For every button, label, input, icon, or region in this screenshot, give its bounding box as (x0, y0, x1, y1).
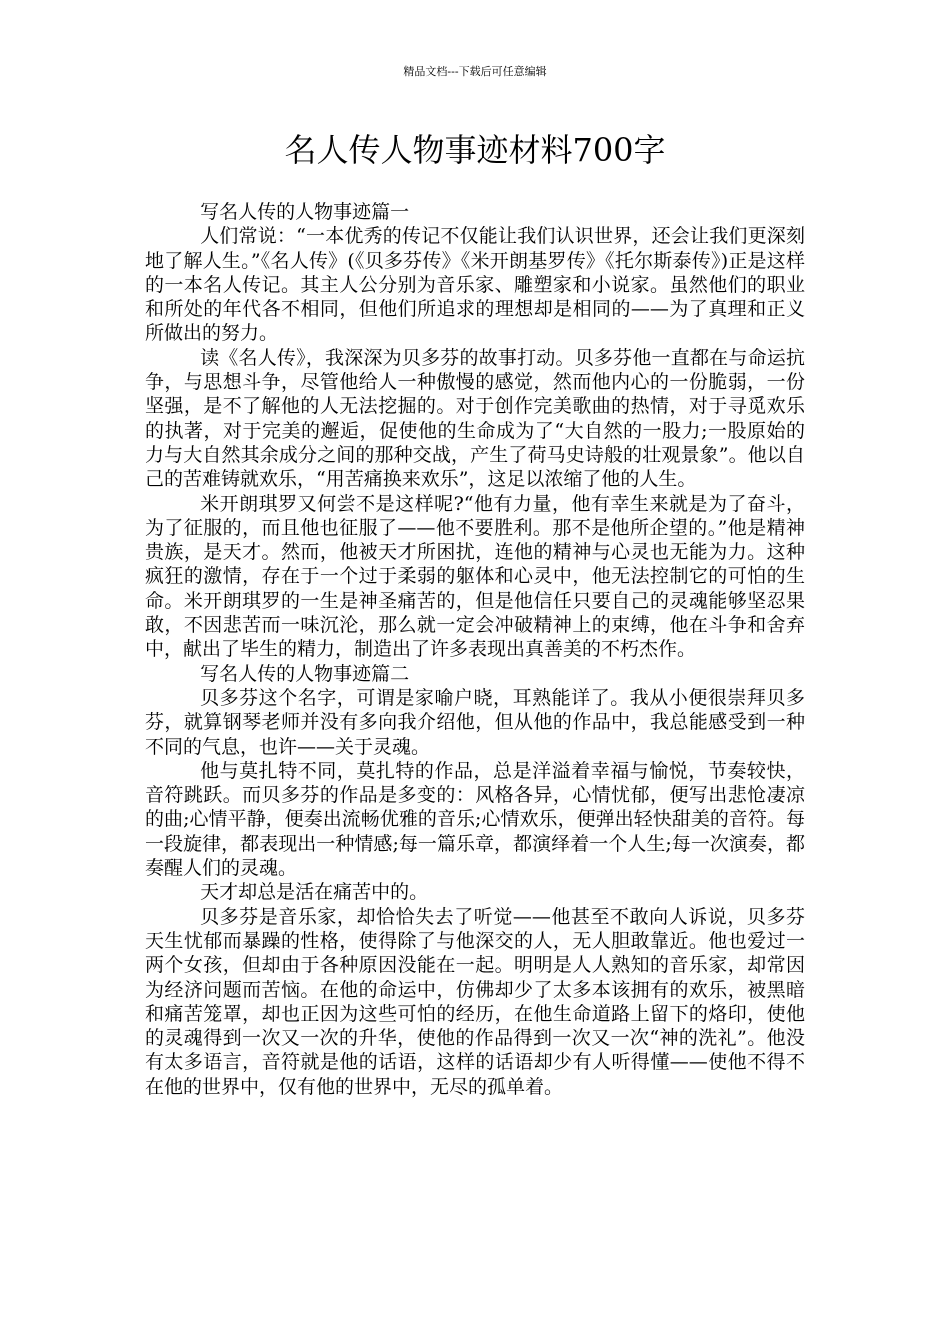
paragraph: 贝多芬是音乐家，却恰恰失去了听觉——他甚至不敢向人诉说，贝多芬天生忧郁而暴躁的性格，使得除了与他深交的人，无人胆敢靠近。他也爱过一两个女孩，但却由于各种原因没能在一起。明明是人人熟知的音乐家，却常因为经济问题而苦恼。在他的命运中，仿佛却少了太多本该拥有的欢乐，被黑暗和痛苦笼罩，却也正因为这些可怕的经历，在他生命道路上留下的烙印，使他的灵魂得到一次又一次的升华，使他的作品得到一次又一次“神的洗礼”。他没有太多语言，音符就是他的话语，这样的话语却少有人听得懂——使他不得不在他的世界中，仅有他的世界中，无尽的孤单着。 (145, 905, 805, 1098)
section-heading-2: 写名人传的人物事迹篇二 (200, 662, 410, 685)
paragraph: 贝多芬这个名字，可谓是家喻户晓，耳熟能详了。我从小便很崇拜贝多芬，就算钢琴老师并没有多向我介绍他，但从他的作品中，我总能感受到一种不同的气息，也许——关于灵魂。 (145, 686, 805, 758)
document-body (145, 200, 805, 1099)
paragraph: 天才却总是活在痛苦中的。 (200, 881, 429, 904)
document-title: 名人传人物事迹材料700字 (284, 131, 666, 169)
paragraph: 米开朗琪罗又何尝不是这样呢?“他有力量，他有幸生来就是为了奋斗，为了征服的，而且他也征服了——他不要胜利。那不是他所企望的。”他是精神贵族，是天才。然而，他被天才所困扰，连他的精神与心灵也无能为力。这种疯狂的激情，存在于一个过于柔弱的躯体和心灵中，他无法控制它的可怕的生命。米开朗琪罗的一生是神圣痛苦的，但是他信任只要自己的灵魂能够坚忍果敢，不因悲苦而一味沉沦，那么就一定会冲破精神上的束缚，他在斗争和舍弃中，献出了毕生的精力，制造出了许多表现出真善美的不朽杰作。 (145, 492, 805, 661)
section-heading-1: 写名人传的人物事迹篇一 (200, 201, 410, 223)
paragraph: 他与莫扎特不同，莫扎特的作品，总是洋溢着幸福与愉悦，节奏较快，音符跳跃。而贝多芬的作品是多变的：风格各异，心情忧郁，便写出悲怆凄凉的曲;心情平静，便奏出流畅优雅的音乐;心情欢乐，便弹出轻快甜美的音符。每一段旋律，都表现出一种情感;每一篇乐章，都演绎着一个人生;每一次演奏，都奏醒人们的灵魂。 (145, 759, 805, 880)
paragraph: 读《名人传》，我深深为贝多芬的故事打动。贝多芬他一直都在与命运抗争，与思想斗争，尽管他给人一种傲慢的感觉，然而他内心的一份脆弱，一份坚强，是不了解他的人无法挖掘的。对于创作完美歌曲的热情，对于寻觅欢乐的执著，对于完美的邂逅，促使他的生命成为了“大自然的一股力;一股原始的力与大自然其余成分之间的那种交战，产生了荷马史诗般的壮观景象”。他以自己的苦难铸就欢乐，“用苦痛换来欢乐”，这足以浓缩了他的人生。 (145, 346, 805, 491)
paragraph: 人们常说：“一本优秀的传记不仅能让我们认识世界，还会让我们更深刻地了解人生。”《名人传》(《贝多芬传》《米开朗基罗传》《托尔斯泰传》)正是这样的一本名人传记。其主人公分别为音乐家、雕塑家和小说家。虽然他们的职业和所处的年代各不相同，但他们所追求的理想却是相同的——为了真理和正义所做出的努力。 (145, 225, 805, 345)
header-note: 精品文档---下载后可任意编辑 (403, 65, 547, 78)
